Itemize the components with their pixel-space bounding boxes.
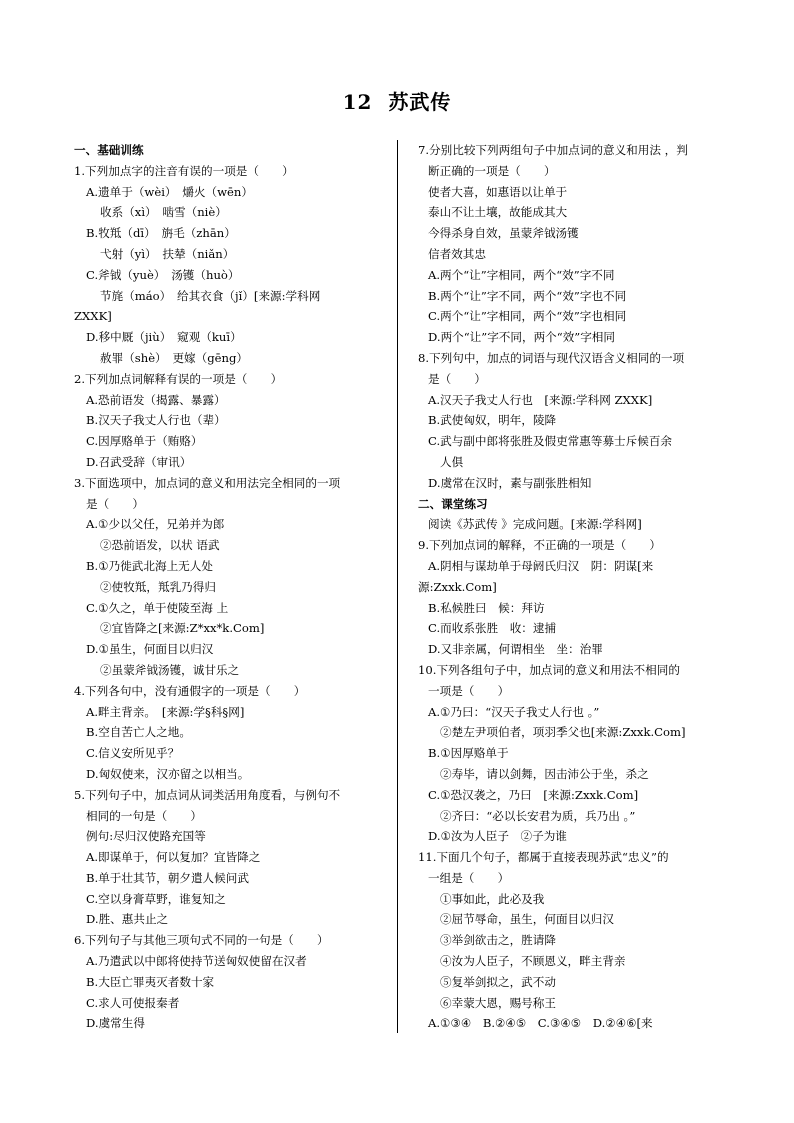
text-line: A.①乃曰：“汉天子我丈人行也 。” <box>428 704 600 719</box>
text-line: 弋射（yì） 扶辇（niǎn） <box>100 246 235 261</box>
text-line: A.①③④ B.②④⑤ C.③④⑤ D.②④⑥[来 <box>428 1016 653 1031</box>
text-line: 人俱 <box>440 454 464 469</box>
text-line: 6.下列句子与其他三项句式不同的一句是（ ） <box>74 933 329 948</box>
text-line: ④汝为人臣子，不顾恩义，畔主背亲 <box>440 954 626 969</box>
text-line: 10.下列各组句子中，加点词的意义和用法不相同的 <box>418 662 680 677</box>
text-line: ②使牧羝，羝乳乃得归 <box>100 579 216 594</box>
text-line: A.汉天子我丈人行也 [来源:学科网 ZXXK] <box>428 392 653 407</box>
text-line: C.斧钺（yuè） 汤镬（huò） <box>86 267 240 282</box>
text-line: C.信义安所见乎？ <box>86 746 180 761</box>
text-line: B.两个“让”字不同，两个“效”字也不同 <box>428 288 627 303</box>
text-line: 1.下列加点字的注音有误的一项是（ ） <box>74 163 294 178</box>
text-line: 收系（xì） 啮雪（niè） <box>100 205 227 220</box>
text-line: 使者大喜，如惠语以让单于 <box>428 184 568 199</box>
text-line: C.因厚赂单于（贿赂） <box>86 434 203 449</box>
text-line: ②宜皆降之[来源:Z*xx*k.Com] <box>100 621 265 636</box>
text-line: 5.下列句子中，加点词从词类活用角度看，与例句不 <box>74 787 341 802</box>
text-line: C.空以身膏草野，谁复知之 <box>86 891 226 906</box>
page-title <box>0 86 794 115</box>
text-line: B.私候胜曰 候：拜访 <box>428 600 545 615</box>
text-line: 是（ ） <box>86 496 144 511</box>
text-line: 3.下面选项中，加点词的意义和用法完全相同的一项 <box>74 475 341 490</box>
text-line: 断正确的一项是（ ） <box>428 163 556 178</box>
text-line: 是（ ） <box>428 371 486 386</box>
section-heading: 一、基础训练 <box>74 143 144 157</box>
text-line: D.①虽生，何面目以归汉 <box>86 642 214 657</box>
text-line: D.两个“让”字不同，两个“效”字相同 <box>428 330 615 345</box>
text-line: 信者效其忠 <box>428 246 486 261</box>
text-line: D.匈奴使来，汉亦留之以相当。 <box>86 766 250 781</box>
text-line: 4.下列各句中，没有通假字的一项是（ ） <box>74 683 306 698</box>
text-line: C.求人可使报秦者 <box>86 995 180 1010</box>
text-line: C.两个“让”字相同，两个“效”字也相同 <box>428 309 627 324</box>
text-line: D.召武受辞（审讯） <box>86 454 192 469</box>
text-line: 11.下面几个句子，都属于直接表现苏武“忠义”的 <box>418 850 669 865</box>
text-line: D.虞常在汉时，素与副张胜相知 <box>428 475 592 490</box>
text-line: B.①因厚赂单于 <box>428 746 509 761</box>
text-line: C.①久之，单于使陵至海 上 <box>86 600 229 615</box>
text-line: ②楚左尹项伯者，项羽季父也[来源:Zxxk.Com] <box>440 725 686 740</box>
text-line: B.单于壮其节，朝夕遣人候问武 <box>86 870 249 885</box>
text-line: 9.下列加点词的解释，不正确的一项是（ ） <box>418 538 661 553</box>
text-line: ③举剑欲击之，胜请降 <box>440 933 556 948</box>
right-column <box>418 140 730 1034</box>
text-line: C.而收系张胜 收：逮捕 <box>428 621 557 636</box>
text-line: D.移中厩（jiù） 窥观（kuī） <box>86 330 242 345</box>
text-line: 7.分别比较下列两组句子中加点词的意义和用法 ，判 <box>418 143 688 157</box>
text-line: B.汉天子我丈人行也（辈） <box>86 413 226 428</box>
text-line: 阅读《苏武传 》完成问题。[来源:学科网] <box>428 517 642 532</box>
text-line: B.大臣亡罪夷灭者数十家 <box>86 974 215 989</box>
text-line: A.遗单于（wèi） 爝火（wēn） <box>86 184 253 199</box>
text-line: ⑤复举剑拟之，武不动 <box>440 974 556 989</box>
text-line: ①事如此，此必及我 <box>440 891 545 906</box>
text-line: A.两个“让”字相同，两个“效”字不同 <box>428 267 615 282</box>
text-line: 一项是（ ） <box>428 683 510 698</box>
text-line: B.空自苦亡人之地。 <box>86 725 191 740</box>
text-line: D.又非亲属，何谓相坐 坐：治罪 <box>428 642 603 657</box>
text-line: A.即谋单于，何以复加？宜皆降之 <box>86 850 261 865</box>
text-line: A.阴相与谋劫单于母阏氏归汉 阴：阴谋[来 <box>428 558 654 573</box>
text-line: ②齐曰：“必以长安君为质，兵乃出 。” <box>440 808 636 823</box>
text-line: 今得杀身自效，虽蒙斧钺汤镬 <box>428 226 579 241</box>
section-heading: 二、课堂练习 <box>418 496 488 511</box>
text-line: 相同的一句是（ ） <box>86 808 202 823</box>
text-line: 源:Zxxk.Com] <box>418 579 497 594</box>
text-line: ②恐前语发，以状 语武 <box>100 538 220 553</box>
column-divider <box>397 140 398 1033</box>
text-line: ②屈节辱命，虽生，何面目以归汉 <box>440 912 614 927</box>
text-line: C.①恐汉袭之，乃曰 [来源:Zxxk.Com] <box>428 787 639 802</box>
text-line: 泰山不让土壤，故能成其大 <box>428 205 568 220</box>
text-line: B.牧羝（dī） 旃毛（zhān） <box>86 226 236 241</box>
text-line: 节旄（máo） 给其衣食（jǐ）[来源:学科网 <box>100 288 321 303</box>
text-line: 赦罪（shè） 更嫁（gēng） <box>100 350 248 365</box>
text-line: ②寿毕，请以剑舞，因击沛公于坐，杀之 <box>440 766 649 781</box>
text-line: ②虽蒙斧钺汤镬，诚甘乐之 <box>100 662 240 677</box>
text-line: ZXXK] <box>74 309 112 324</box>
text-line: A.恐前语发（揭露、暴露） <box>86 392 226 407</box>
text-line: 例句:尽归汉使路充国等 <box>86 829 206 844</box>
text-line: C.武与副中郎将张胜及假吏常惠等募士斥候百余 <box>428 434 673 449</box>
text-line: 2.下列加点词解释有误的一项是（ ） <box>74 371 283 386</box>
text-line: ⑥幸蒙大恩，赐号称王 <box>440 995 556 1010</box>
text-line: 一组是（ ） <box>428 870 510 885</box>
text-line: A.乃遣武以中郎将使持节送匈奴使留在汉者 <box>86 954 307 969</box>
lesson-number: 12 <box>342 90 373 114</box>
left-column <box>74 140 419 1034</box>
text-line: A.①少以父任，兄弟并为郎 <box>86 517 225 532</box>
text-line: D.①汝为人臣子 ②子为谁 <box>428 829 567 844</box>
text-line: B.武使匈奴，明年，陵降 <box>428 413 557 428</box>
text-line: B.①乃徙武北海上无人处 <box>86 558 213 573</box>
text-line: A.畔主背亲。 [来源:学§科§网] <box>86 704 245 719</box>
lesson-title: 苏武传 <box>388 90 452 114</box>
text-line: D.胜、惠共止之 <box>86 912 169 927</box>
text-line: 8.下列句中，加点的词语与现代汉语含义相同的一项 <box>418 350 685 365</box>
text-line: D.虞常生得 <box>86 1016 145 1031</box>
